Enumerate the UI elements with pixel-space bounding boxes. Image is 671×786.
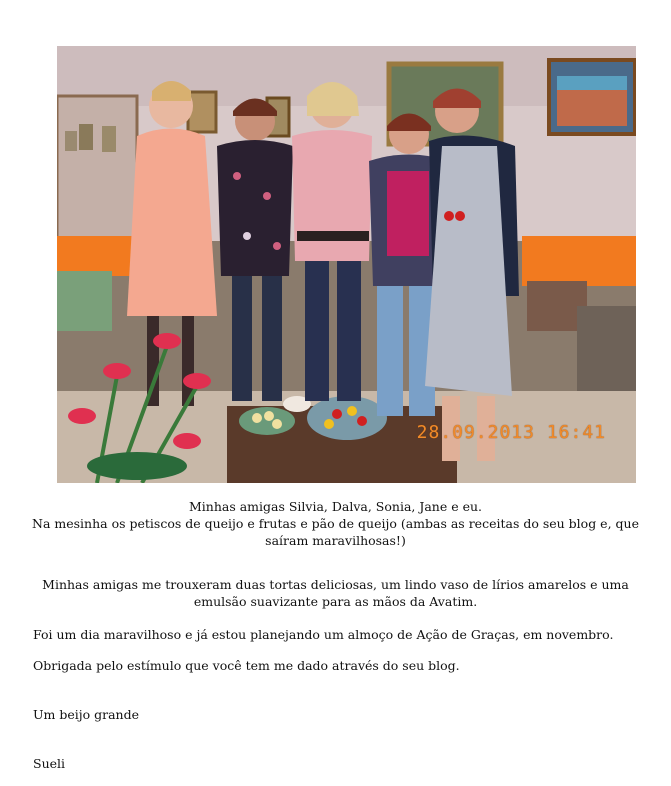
thanks-paragraph: Obrigada pelo estímulo que você tem me dado através do seu blog. — [33, 658, 460, 673]
date-stamp: 28.09.2013 16:41 — [416, 422, 606, 443]
group-photo — [57, 46, 636, 483]
signature: Sueli — [33, 756, 66, 771]
photo-caption — [30, 498, 641, 549]
caption-table: Na mesinha os petiscos de queijo e frutas e pão de queijo (ambas as receitas do seu blog e, que saíram maravilhosas!) — [32, 516, 639, 548]
gifts-paragraph: Minhas amigas me trouxeram duas tortas deliciosas, um lindo vaso de lírios amarelos e uma emulsão suavizante para as mãos da Avatim. — [42, 577, 629, 609]
photo-illustration — [57, 46, 636, 483]
day-paragraph: Foi um dia maravilhoso e já estou planejando um almoço de Ação de Graças, em novembro. — [33, 627, 614, 642]
caption-names: Minhas amigas Silvia, Dalva, Sonia, Jane e eu. — [188, 499, 483, 514]
closing-line: Um beijo grande — [33, 707, 140, 722]
